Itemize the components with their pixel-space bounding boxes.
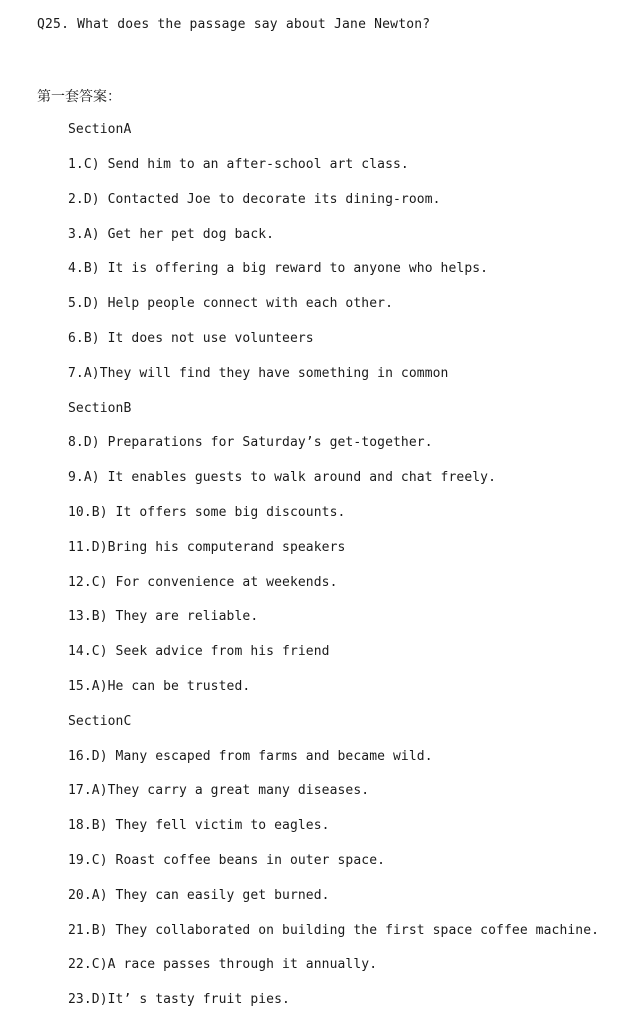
section-label: SectionA [68, 122, 132, 137]
answer-line: 18.B) They fell victim to eagles. [68, 818, 330, 833]
answer-line: 17.A)They carry a great many diseases. [68, 783, 370, 798]
answer-line: 4.B) It is offering a big reward to anyone who helps. [68, 261, 489, 276]
question-text: Q25. What does the passage say about Jane Newton? [37, 17, 431, 32]
answer-line: 9.A) It enables guests to walk around and chat freely. [68, 470, 497, 485]
answer-line: 20.A) They can easily get burned. [68, 888, 330, 903]
answer-line: 6.B) It does not use volunteers [68, 331, 314, 346]
answer-line: 3.A) Get her pet dog back. [68, 227, 275, 242]
answer-line: 8.D) Preparations for Saturday’s get-together. [68, 435, 433, 450]
answer-line: 14.C) Seek advice from his friend [68, 644, 330, 659]
answer-line: 13.B) They are reliable. [68, 609, 259, 624]
answer-line: 21.B) They collaborated on building the first space coffee machine. [68, 923, 600, 938]
answer-line: 2.D) Contacted Joe to decorate its dining-room. [68, 192, 441, 207]
answer-line: 11.D)Bring his computerand speakers [68, 540, 346, 555]
answer-line: 16.D) Many escaped from farms and became wild. [68, 749, 433, 764]
answer-line: 19.C) Roast coffee beans in outer space. [68, 853, 386, 868]
answer-line: 7.A)They will find they have something in common [68, 366, 449, 381]
answer-line: 1.C) Send him to an after-school art class. [68, 157, 409, 172]
answer-line: 10.B) It offers some big discounts. [68, 505, 346, 520]
answer-line: 15.A)He can be trusted. [68, 679, 251, 694]
answer-line: 23.D)It’ s tasty fruit pies. [68, 992, 290, 1007]
section-label: SectionB [68, 401, 132, 416]
answer-line: 12.C) For convenience at weekends. [68, 575, 338, 590]
answer-line: 5.D) Help people connect with each other. [68, 296, 393, 311]
answer-line: 22.C)A race passes through it annually. [68, 957, 378, 972]
section-label: SectionC [68, 714, 132, 729]
answer-set-heading: 第一套答案： [37, 89, 121, 105]
